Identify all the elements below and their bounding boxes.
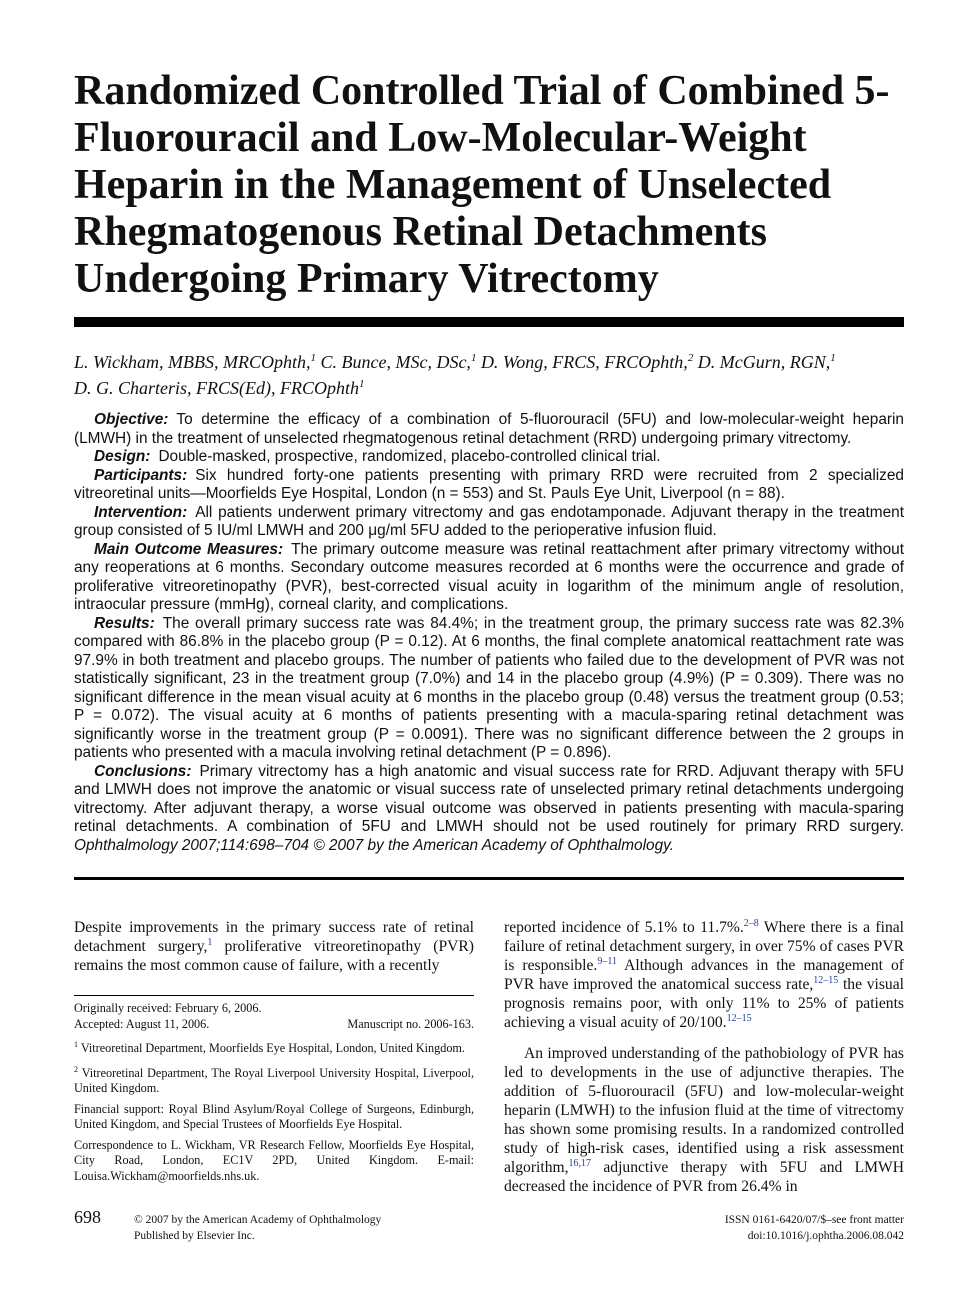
author-name: L. Wickham, MBBS, MRCOphth,: [74, 352, 311, 372]
footnote-text: Vitreoretinal Department, Moorfields Eye Hospital, London, United Kingdom.: [78, 1041, 465, 1056]
title-rule: [74, 317, 904, 327]
abstract-rule: [74, 877, 904, 880]
article-title: Randomized Controlled Trial of Combined 5-Fluorouracil and Low-Molecular-Weight Heparin in the Management of Unselected Rhegmatogenous Retinal Detachments Undergoing Primary Vitrectomy: [74, 68, 890, 302]
author-name: D. G. Charteris, FRCS(Ed), FRCOphth: [74, 378, 359, 398]
abstract-label: Objective:: [94, 411, 169, 428]
footnote-text: Vitreoretinal Department, The Royal Liverpool University Hospital, Liverpool, United Kingdom.: [74, 1065, 474, 1096]
reference-link[interactable]: 2–8: [743, 917, 759, 929]
author-list: [74, 347, 904, 399]
abstract-text: Double-masked, prospective, randomized, placebo-controlled clinical trial.: [158, 448, 661, 465]
abstract-text: The overall primary success rate was 84.4%; in the treatment group, the primary success rate was 82.3% compared with 86.8% in the placebo group (P = 0.12). At 6 months, the final complete anatomical reattachment rate was 97.9% in both treatment and placebo groups. The number of patients who failed due to the development of PVR was not statistically significant, 23 in the treatment group (7.0%) and 14 in the placebo group (4.9%) (P = 0.309). There was no significant difference in the mean visual acuity at 6 months in the placebo group (0.48) versus the treatment group (0.53; P = 0.072). The visual acuity at 6 months of patients presenting with a macula-sparing retinal detachment was significantly worse in the treatment group (P = 0.0091). There was no significant difference between the 2 groups in patients who presented with a macula involving retinal detachment (P = 0.896).: [74, 614, 904, 761]
abstract-text: Six hundred forty-one patients presenting with primary RRD were recruited from 2 specialized vitreoretinal units—Moorfields Eye Hospital, London (n = 553) and St. Pauls Eye Unit, Liverpool (n = 88).: [74, 466, 904, 502]
footnote-rule: [74, 995, 474, 996]
abstract-label: Design:: [94, 448, 151, 465]
author-affiliation: 1: [359, 378, 365, 390]
abstract-text: To determine the efficacy of a combination of 5-fluorouracil (5FU) and low-molecular-weight heparin (LMWH) in the treatment of unselected rhegmatogenous retinal detachment (RRD) undergoing primary vitrectomy.: [74, 411, 904, 447]
footnote-affiliation-2: [74, 1062, 474, 1097]
body-text: the visual prognosis remains poor, with only 11% to 25% of patients achieving a visual acuity of 20/100.: [504, 976, 904, 1031]
abstract-label: Conclusions:: [94, 762, 192, 780]
reference-link[interactable]: 1: [207, 936, 213, 948]
author-affiliation: 1: [830, 352, 836, 364]
footnote-manuscript: Manuscript no. 2006-163.: [347, 1016, 474, 1031]
footer-publisher: Published by Elsevier Inc.: [134, 1230, 255, 1242]
author-affiliation: 1: [470, 352, 477, 364]
footer-copyright-block: [134, 1212, 381, 1244]
body-paragraph: [74, 918, 474, 975]
footnotes: [74, 1001, 474, 1189]
abstract-results: [74, 615, 904, 763]
author-name: C. Bunce, MSc, DSc,: [320, 352, 471, 372]
body-column-right: [504, 918, 904, 1196]
abstract: [74, 411, 904, 855]
footnote-accepted-row: [74, 1017, 474, 1033]
abstract-conclusions: [74, 763, 904, 856]
body-column-left: [74, 918, 474, 975]
body-text: adjunctive therapy with 5FU and LMWH decreased the incidence of PVR from 26.4% in: [504, 1159, 904, 1195]
reference-link[interactable]: 9–11: [597, 955, 617, 967]
footer-copyright: © 2007 by the American Academy of Ophthalmology: [134, 1214, 382, 1226]
body-paragraph: [504, 1044, 904, 1196]
abstract-intervention: [74, 504, 904, 541]
author-name: D. Wong, FRCS, FRCOphth,: [480, 352, 688, 372]
abstract-text: All patients underwent primary vitrectomy and gas endotamponade. Adjuvant therapy in the treatment group consisted of 5 IU/ml LMWH and 200 μg/ml 5FU added to the perioperative infusion fluid.: [74, 503, 904, 539]
footer-issn-block: [574, 1212, 904, 1244]
abstract-citation: Ophthalmology 2007;114:698–704 © 2007 by the American Academy of Ophthalmology.: [74, 836, 674, 854]
page-number: 698: [74, 1207, 101, 1227]
footnote-financial: Financial support: Royal Blind Asylum/Royal College of Surgeons, Edinburgh, United Kingdom, and Special Trustees of Moorfields Eye Hospital.: [74, 1101, 474, 1132]
body-text: proliferative vitreoretinopathy (PVR) remains the most common cause of failure, with a recently: [74, 938, 474, 974]
author-name: D. McGurn, RGN,: [697, 352, 831, 372]
abstract-label: Participants:: [94, 466, 188, 484]
abstract-text: The primary outcome measure was retinal reattachment after primary vitrectomy without any reoperations at 6 months. Secondary outcome measures recorded at 6 months were the occurrence and grade of proliferative vitreoretinopathy (PVR), best-corrected visual acuity in logarithm of the minimum angle of resolution, intraocular pressure (mmHg), corneal clarity, and complications.: [74, 540, 904, 613]
body-text: An improved understanding of the pathobiology of PVR has led to developments in the use of adjunctive therapies. The addition of 5-fluorouracil (5FU) and low-molecular-weight heparin (LMWH) to the infusion fluid at the time of vitrectomy has shown some promising results. In a randomized controlled study of high-risk cases, identified using a risk assessment algorithm,: [504, 1045, 904, 1176]
author-affiliation: 2: [687, 352, 694, 364]
author-affiliation: 1: [310, 352, 316, 364]
abstract-outcomes: [74, 541, 904, 615]
abstract-label: Main Outcome Measures:: [94, 540, 284, 558]
body-text: reported incidence of 5.1% to 11.7%.: [504, 919, 744, 936]
abstract-design: [74, 448, 904, 467]
footer-doi[interactable]: doi:10.1016/j.ophtha.2006.08.042: [747, 1230, 904, 1242]
abstract-objective: [74, 411, 904, 448]
footnote-received: Originally received: February 6, 2006.: [74, 1001, 262, 1015]
affiliation-number: 2: [74, 1064, 78, 1074]
abstract-label: Results:: [94, 614, 155, 632]
affiliation-number: 1: [74, 1040, 78, 1049]
footer-issn: ISSN 0161-6420/07/$–see front matter: [724, 1214, 904, 1226]
footnote-affiliation-1: [74, 1037, 474, 1057]
footnote-accepted: Accepted: August 11, 2006.: [74, 1016, 210, 1031]
body-text: Where there is a final failure of retinal detachment surgery, in over 75% of cases PVR is responsible.: [504, 919, 904, 974]
abstract-participants: [74, 467, 904, 504]
reference-link[interactable]: 12–15: [813, 974, 839, 986]
footnote-correspondence: Correspondence to L. Wickham, VR Research Fellow, Moorfields Eye Hospital, City Road, London, EC1V 2PD, United Kingdom. E-mail: Louisa.Wickham@moorfields.nhs.uk.: [74, 1137, 474, 1183]
body-paragraph: [504, 918, 904, 1032]
body-text: Although advances in the management of PVR have improved the anatomical success rate,: [504, 957, 904, 993]
body-text: Despite improvements in the primary success rate of retinal detachment surgery,: [74, 919, 474, 955]
reference-link[interactable]: 16,17: [568, 1157, 592, 1169]
abstract-text: Primary vitrectomy has a high anatomic and visual success rate for RRD. Adjuvant therapy with 5FU and LMWH does not improve the anatomic or visual success rate of unselected primary retinal detachments undergoing vitrectomy. After adjuvant therapy, a worse visual outcome was observed in patients presenting with macula-sparing retinal detachments. A combination of 5FU and LMWH should not be used routinely for primary RRD surgery.: [74, 762, 904, 835]
abstract-label: Intervention:: [94, 503, 188, 521]
reference-link[interactable]: 12–15: [726, 1012, 752, 1024]
